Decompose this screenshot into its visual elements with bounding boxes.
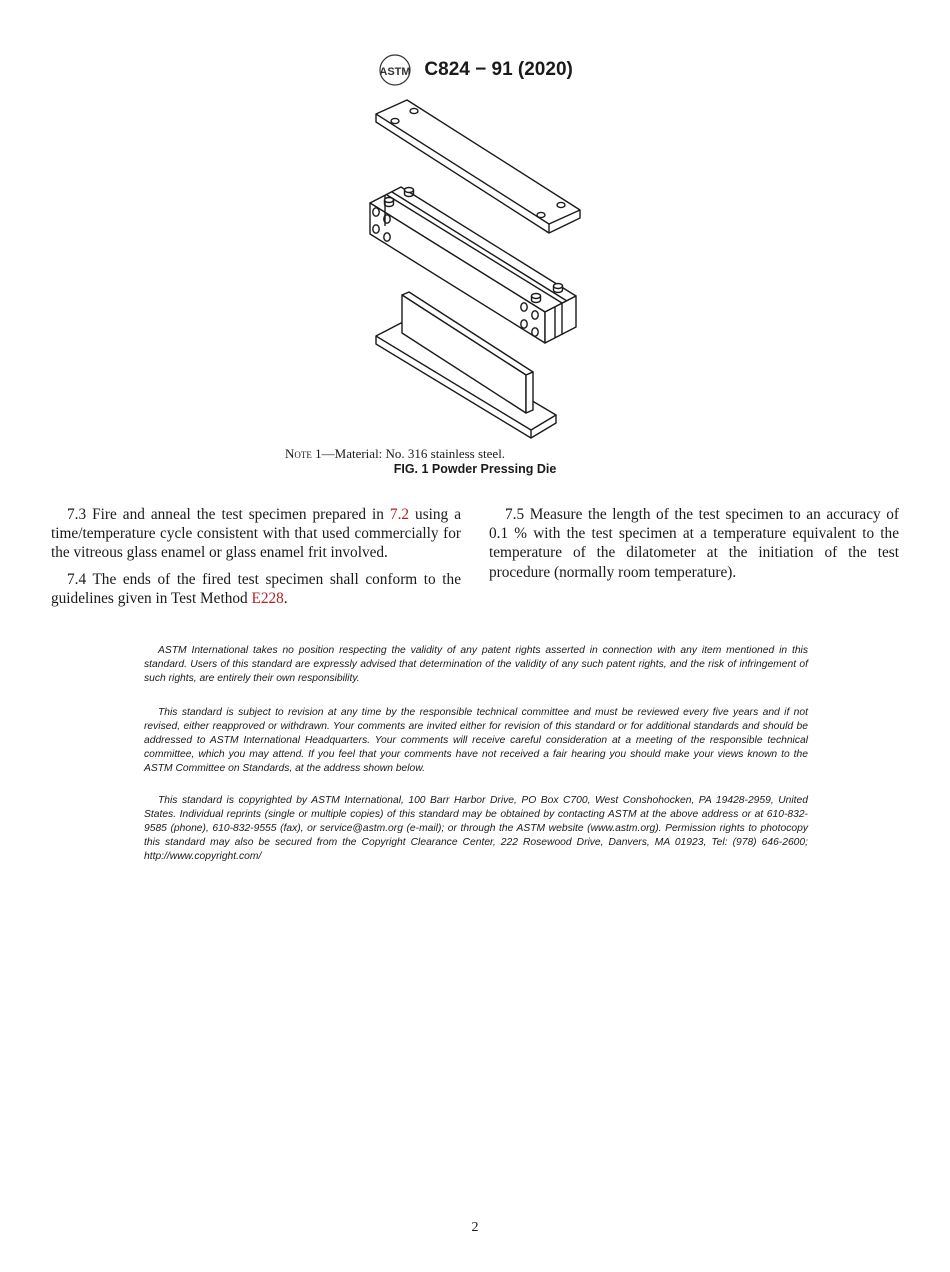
- copyright-notice: This standard is copyrighted by ASTM International, 100 Barr Harbor Drive, PO Box C700, West Conshohocken, PA 19428-2959, United States. Individual reprints (single or multiple copies) of this standard may be obtained by contacting ASTM at the above address or at 610-832-9585 (phone), 610-832-9555 (fax), or service@astm.org (e-mail); or through the ASTM website (www.astm.org). Permission rights to photocopy this standard may also be secured from the Copyright Clearance Center, 222 Rosewood Drive, Danvers, MA 01923, Tel: (978) 646-2600; http://www.copyright.com/: [144, 795, 808, 862]
- paragraph-7-4: 7.4 The ends of the fired test specimen shall conform to the guidelines given in Test Method E228.: [51, 570, 461, 607]
- note-text: 1—Material: No. 316 stainless steel.: [311, 446, 506, 461]
- powder-pressing-die-drawing-icon: [365, 95, 587, 445]
- designation: C824 − 91 (2020): [424, 59, 573, 80]
- left-column: [51, 505, 461, 615]
- paragraph-7-5: 7.5 Measure the length of the test specimen to an accuracy of 0.1 % with the test specimen at a temperature equivalent to the temperature of the dilatometer at the initiation of the test procedure (normally room temperature).: [489, 506, 899, 581]
- note-label: Note: [285, 446, 312, 461]
- page-header: [0, 52, 950, 88]
- ref-7-2-link[interactable]: 7.2: [389, 506, 410, 523]
- figure-note: [285, 446, 505, 462]
- astm-logo-icon: [377, 52, 413, 88]
- page-number: 2: [471, 1220, 479, 1235]
- figure-caption: FIG. 1 Powder Pressing Die: [393, 462, 557, 476]
- ref-e228-link[interactable]: E228: [251, 589, 284, 607]
- logo-text: ASTM: [379, 66, 411, 78]
- right-column: [489, 505, 899, 589]
- revision-notice: This standard is subject to revision at any time by the responsible technical committee and must be reviewed every five years and if not revised, either reapproved or withdrawn. Your comments are invited either for revision of this standard or for additional standards and should be addressed to ASTM International Headquarters. Your comments will receive careful consideration at a meeting of the responsible technical committee, which you may attend. If you feel that your comments have not received a fair hearing you should make your views known to the ASTM Committee on Standards, at the address shown below.: [144, 707, 808, 774]
- patent-notice: ASTM International takes no position respecting the validity of any patent rights asserted in connection with any item mentioned in this standard. Users of this standard are expressly advised that determination of the validity of any such patent rights, and the risk of infringement of such rights, are entirely their own responsibility.: [144, 645, 808, 684]
- paragraph-7-3: 7.3 Fire and anneal the test specimen prepared in 7.2 using a time/temperature cycle consistent with that used commercially for the vitreous glass enamel or glass enamel frit involved.: [51, 506, 461, 562]
